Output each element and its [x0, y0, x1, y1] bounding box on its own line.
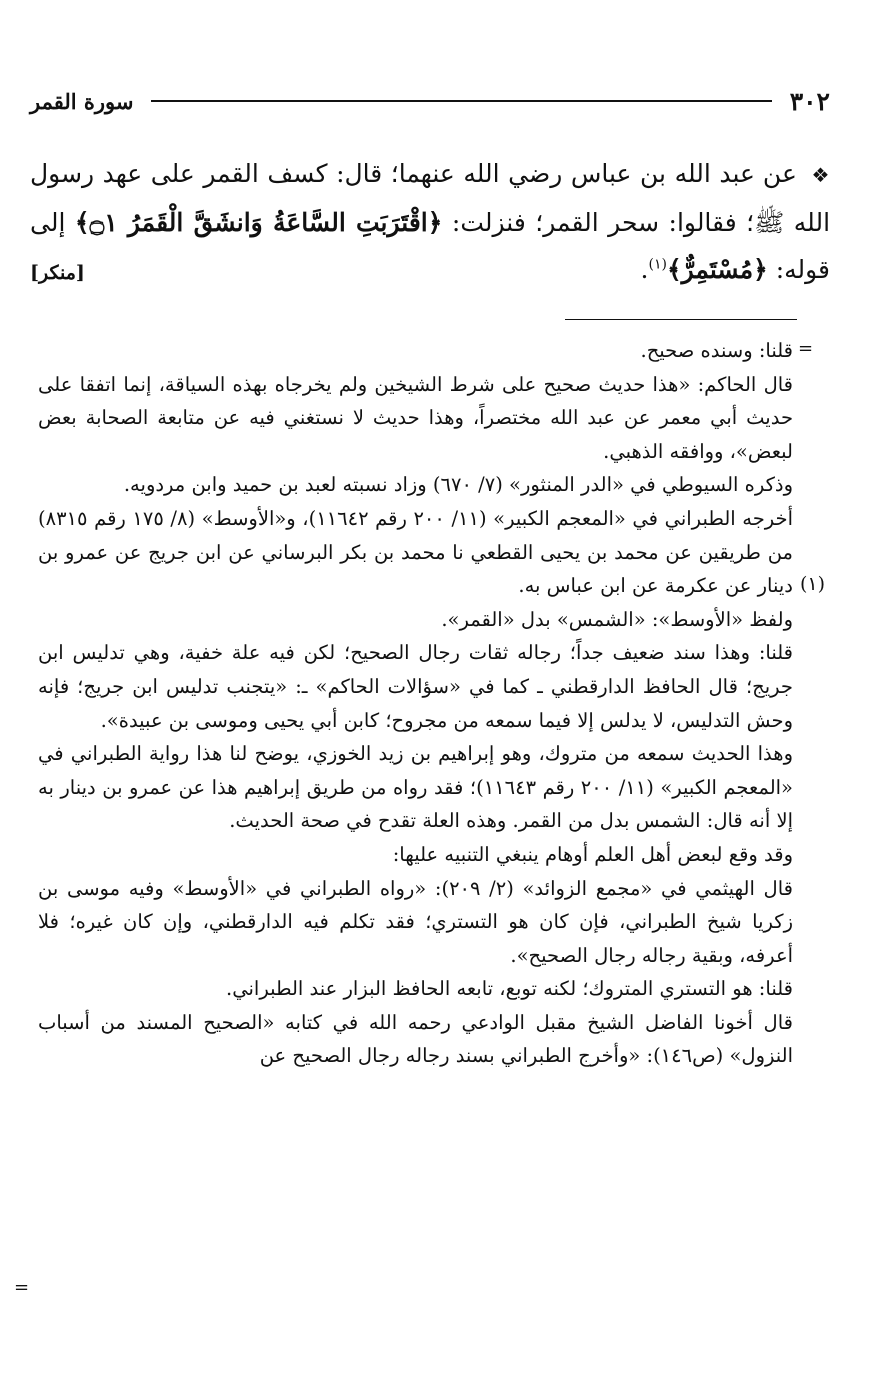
footnote-paragraph: قال الحاكم: «هذا حديث صحيح على شرط الشيخين ولم يخرجاه بهذه السياقة، إنما اتفقا على حديث أبي معمر عن عبد الله مختصراً، وهذا حديث لا نستغني فيه عن متابعة الصحابة بعض لبعض»، ووافقه الذهبي. [38, 372, 793, 463]
footnote-paragraph: وذكره السيوطي في «الدر المنثور» (٧/ ٦٧٠) وزاد نسبته لعبد بن حميد وابن مردويه. [123, 473, 793, 497]
continued-mark: = [14, 1277, 30, 1298]
page-number: ٣٠٢ [789, 86, 830, 116]
continuation-mark: = [798, 338, 814, 359]
footnote-paragraph: ولفظ «الأوسط»: «الشمس» بدل «القمر». [441, 607, 793, 631]
footnote-reference: (١) [648, 256, 667, 273]
footnote-paragraph: قلنا: وسنده صحيح. [640, 339, 793, 362]
footnote-number: (١) [800, 573, 826, 595]
header-rule [151, 100, 771, 102]
footnote-paragraph: قال أخونا الفاضل الشيخ مقبل الوادعي رحمه الله في كتابه «الصحيح المسند من أسباب النزول» (ص١٤٦): «وأخرج الطبراني بسند رجاله رجال الصحيح عن [38, 1010, 793, 1068]
hadith-grade: [منكر] [30, 262, 85, 284]
footnote-paragraph: قلنا: وهذا سند ضعيف جداً؛ رجاله ثقات رجال الصحيح؛ لكن فيه علة خفية، وهي تدليس ابن جريج؛ قال الحافظ الدارقطني ـ كما في «سؤالات الحاكم» ـ: «يتجنب تدليس ابن جريج؛ فإنه وحش التدليس، لا يدلس إلا فيما سمعه من مجروح؛ كابن أبي يحيى وموسى بن عبيدة». [38, 641, 793, 732]
footnote-paragraph: أخرجه الطبراني في «المعجم الكبير» (١١/ ٢٠٠ رقم ١١٦٤٢)، و«الأوسط» (٨/ ١٧٥ رقم ٨٣١٥) من طريقين عن محمد بن يحيى القطعي نا محمد بن بكر البرساني عن ابن جريج عن عمرو بن دينار عن عكرمة عن ابن عباس به. [38, 506, 793, 598]
quran-verse-2: ﴿مُسْتَمِرٌّ﴾ [666, 255, 768, 284]
footnote-paragraph: وهذا الحديث سمعه من متروك، وهو إبراهيم بن زيد الخوزي، يوضح لنا هذا رواية الطبراني في «المعجم الكبير» (١١/ ٢٠٠ رقم ١١٦٤٣)؛ فقد رواه من طريق إبراهيم هذا عن عمرو بن دينار به إلا أنه قال: الشمس بدل من القمر. وهذه العلة تقدح في صحة الحديث. [38, 742, 793, 833]
page-header [30, 84, 830, 118]
footnote-separator [565, 319, 797, 320]
footnote-paragraph: وقد وقع لبعض أهل العلم أوهام ينبغي التنبيه عليها: [392, 842, 793, 866]
hadith-text-part-2: إلى قوله: [30, 208, 830, 284]
bullet-icon: ❖ [811, 163, 831, 187]
footnotes [38, 334, 793, 1073]
footnote-paragraph: قال الهيثمي في «مجمع الزوائد» (٢/ ٢٠٩): «رواه الطبراني في «الأوسط» وفيه موسى بن زكريا شيخ الطبراني، فإن كان هو التستري؛ فقد تكلم فيه الدارقطني، وإن كان غيره؛ فلا أعرفه، وبقية رجاله رجال الصحيح». [38, 876, 793, 967]
footnote-paragraph: قلنا: هو التستري المتروك؛ لكنه توبع، تابعه الحافظ البزار عند الطبراني. [226, 977, 793, 1001]
hadith-text-part-1: عن عبد الله بن عباس رضي الله عنهما؛ قال: كسف القمر على عهد رسول الله ﷺ؛ فقالوا: سحر القمر؛ فنزلت: [30, 159, 831, 237]
quran-verse-1: ﴿اقْتَرَبَتِ السَّاعَةُ وَانشَقَّ الْقَمَرُ ۝١﴾ [74, 208, 443, 237]
surah-name: سورة القمر [30, 88, 134, 114]
hadith-end: . [640, 255, 649, 284]
hadith-text [30, 150, 830, 293]
